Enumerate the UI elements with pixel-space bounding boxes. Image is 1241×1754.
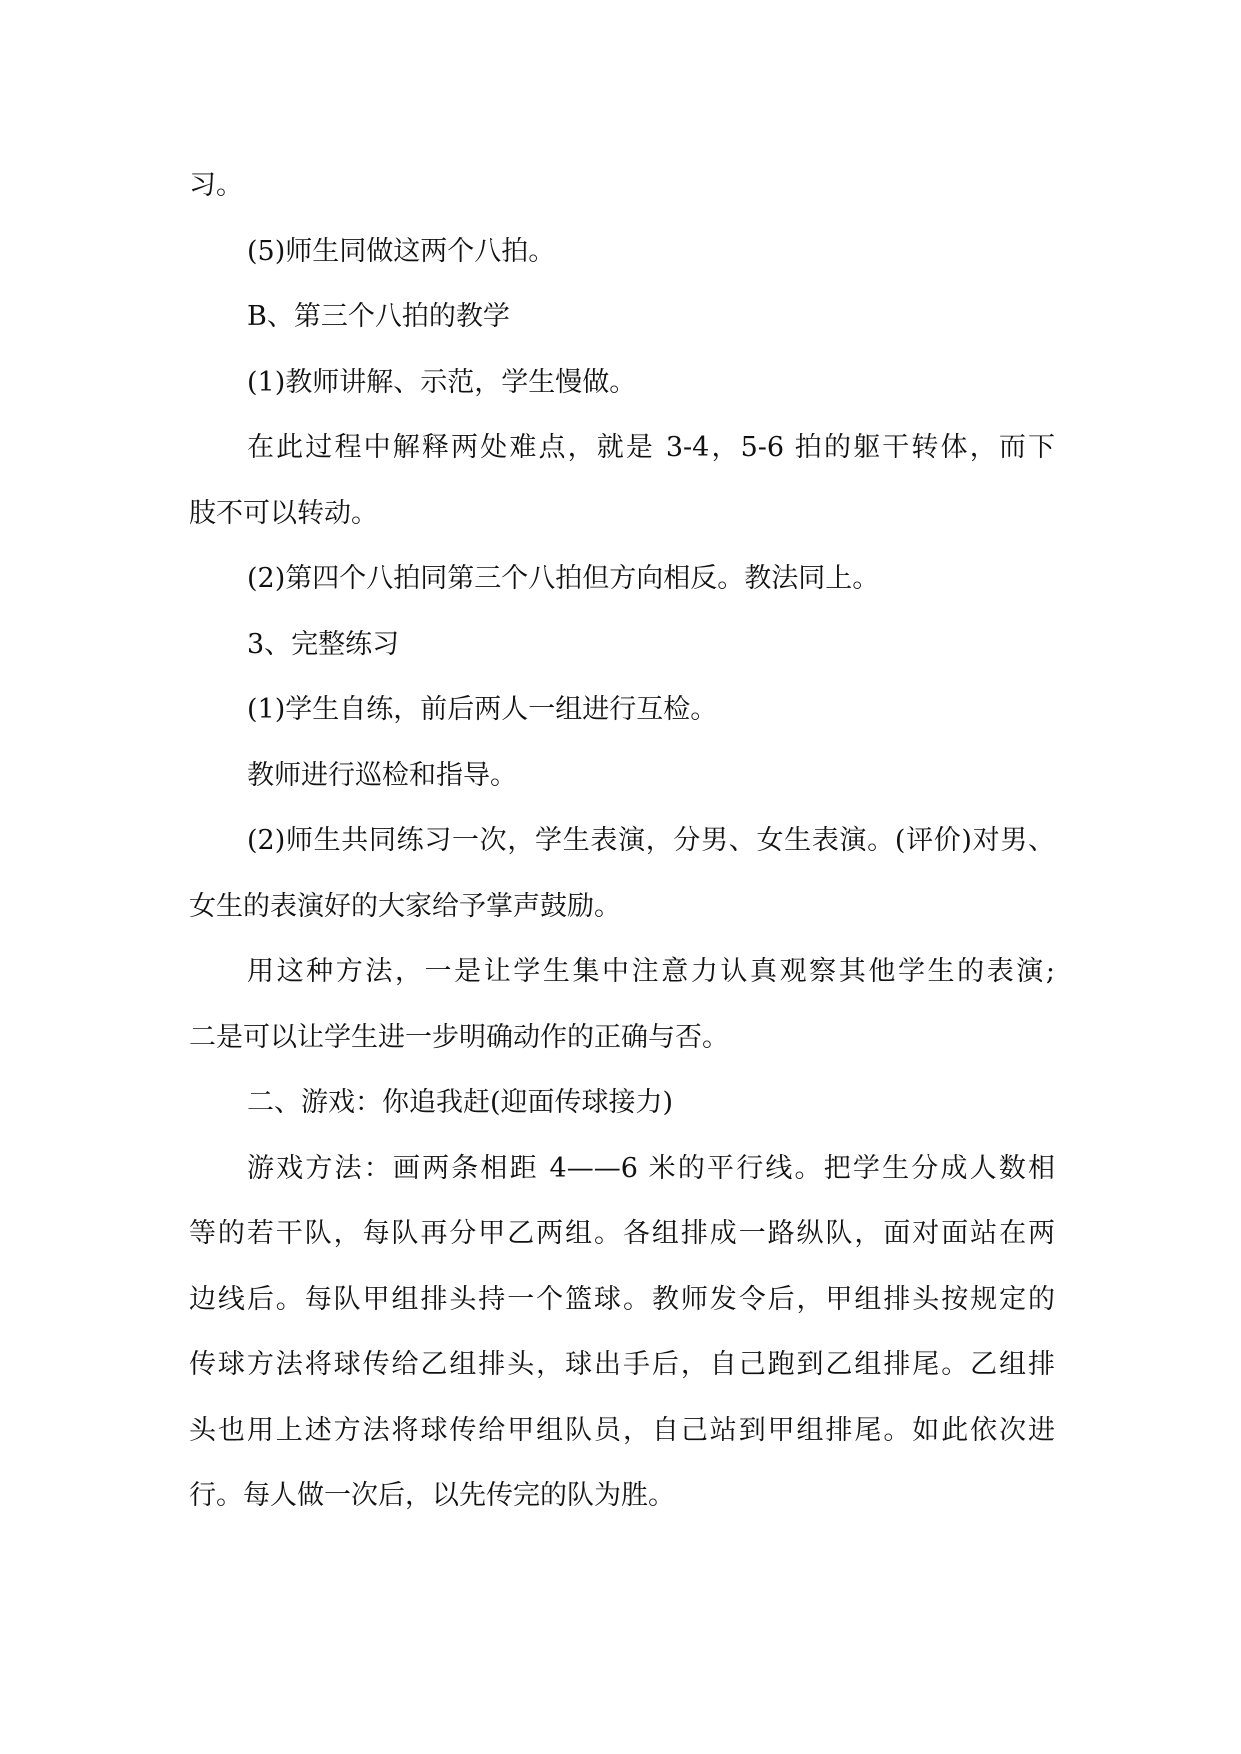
text-line: (2)师生共同练习一次，学生表演，分男、女生表演。(评价)对男、: [247, 825, 1055, 856]
text-line: 在此过程中解释两处难点，就是 3-4，5-6 拍的躯干转体，而下: [247, 432, 1055, 463]
text-line: 习。: [189, 170, 243, 201]
text-line: 行。每人做一次后，以先传完的队为胜。: [189, 1480, 675, 1511]
text-line: 女生的表演好的大家给予掌声鼓励。: [189, 890, 621, 922]
text-line: 边线后。每队甲组排头持一个篮球。教师发令后，甲组排头按规定的: [189, 1283, 1055, 1315]
text-line: 二是可以让学生进一步明确动作的正确与否。: [189, 1021, 729, 1053]
text-line: (2)第四个八拍同第三个八拍但方向相反。教法同上。: [247, 563, 880, 594]
text-line: 传球方法将球传给乙组排头，球出手后，自己跑到乙组排尾。乙组排: [189, 1349, 1055, 1380]
text-line: (5)师生同做这两个八拍。: [247, 235, 556, 267]
text-line: 头也用上述方法将球传给甲组队员，自己站到甲组排尾。如此依次进: [189, 1414, 1055, 1446]
section-heading: B、第三个八拍的教学: [247, 301, 510, 332]
text-line: 用这种方法，一是让学生集中注意力认真观察其他学生的表演;: [247, 956, 1055, 987]
document-body: [189, 153, 1055, 1529]
section-heading: 3、完整练习: [247, 628, 400, 660]
text-line: (1)学生自练，前后两人一组进行互检。: [247, 694, 718, 725]
text-line: (1)教师讲解、示范，学生慢做。: [247, 366, 637, 398]
text-line: 游戏方法：画两条相距 4——6 米的平行线。把学生分成人数相: [247, 1152, 1055, 1184]
section-heading: 二、游戏：你追我赶(迎面传球接力): [247, 1087, 674, 1118]
text-line: 等的若干队，每队再分甲乙两组。各组排成一路纵队，面对面站在两: [189, 1218, 1055, 1249]
text-line: 肢不可以转动。: [189, 497, 378, 529]
text-line: 教师进行巡检和指导。: [247, 759, 517, 791]
